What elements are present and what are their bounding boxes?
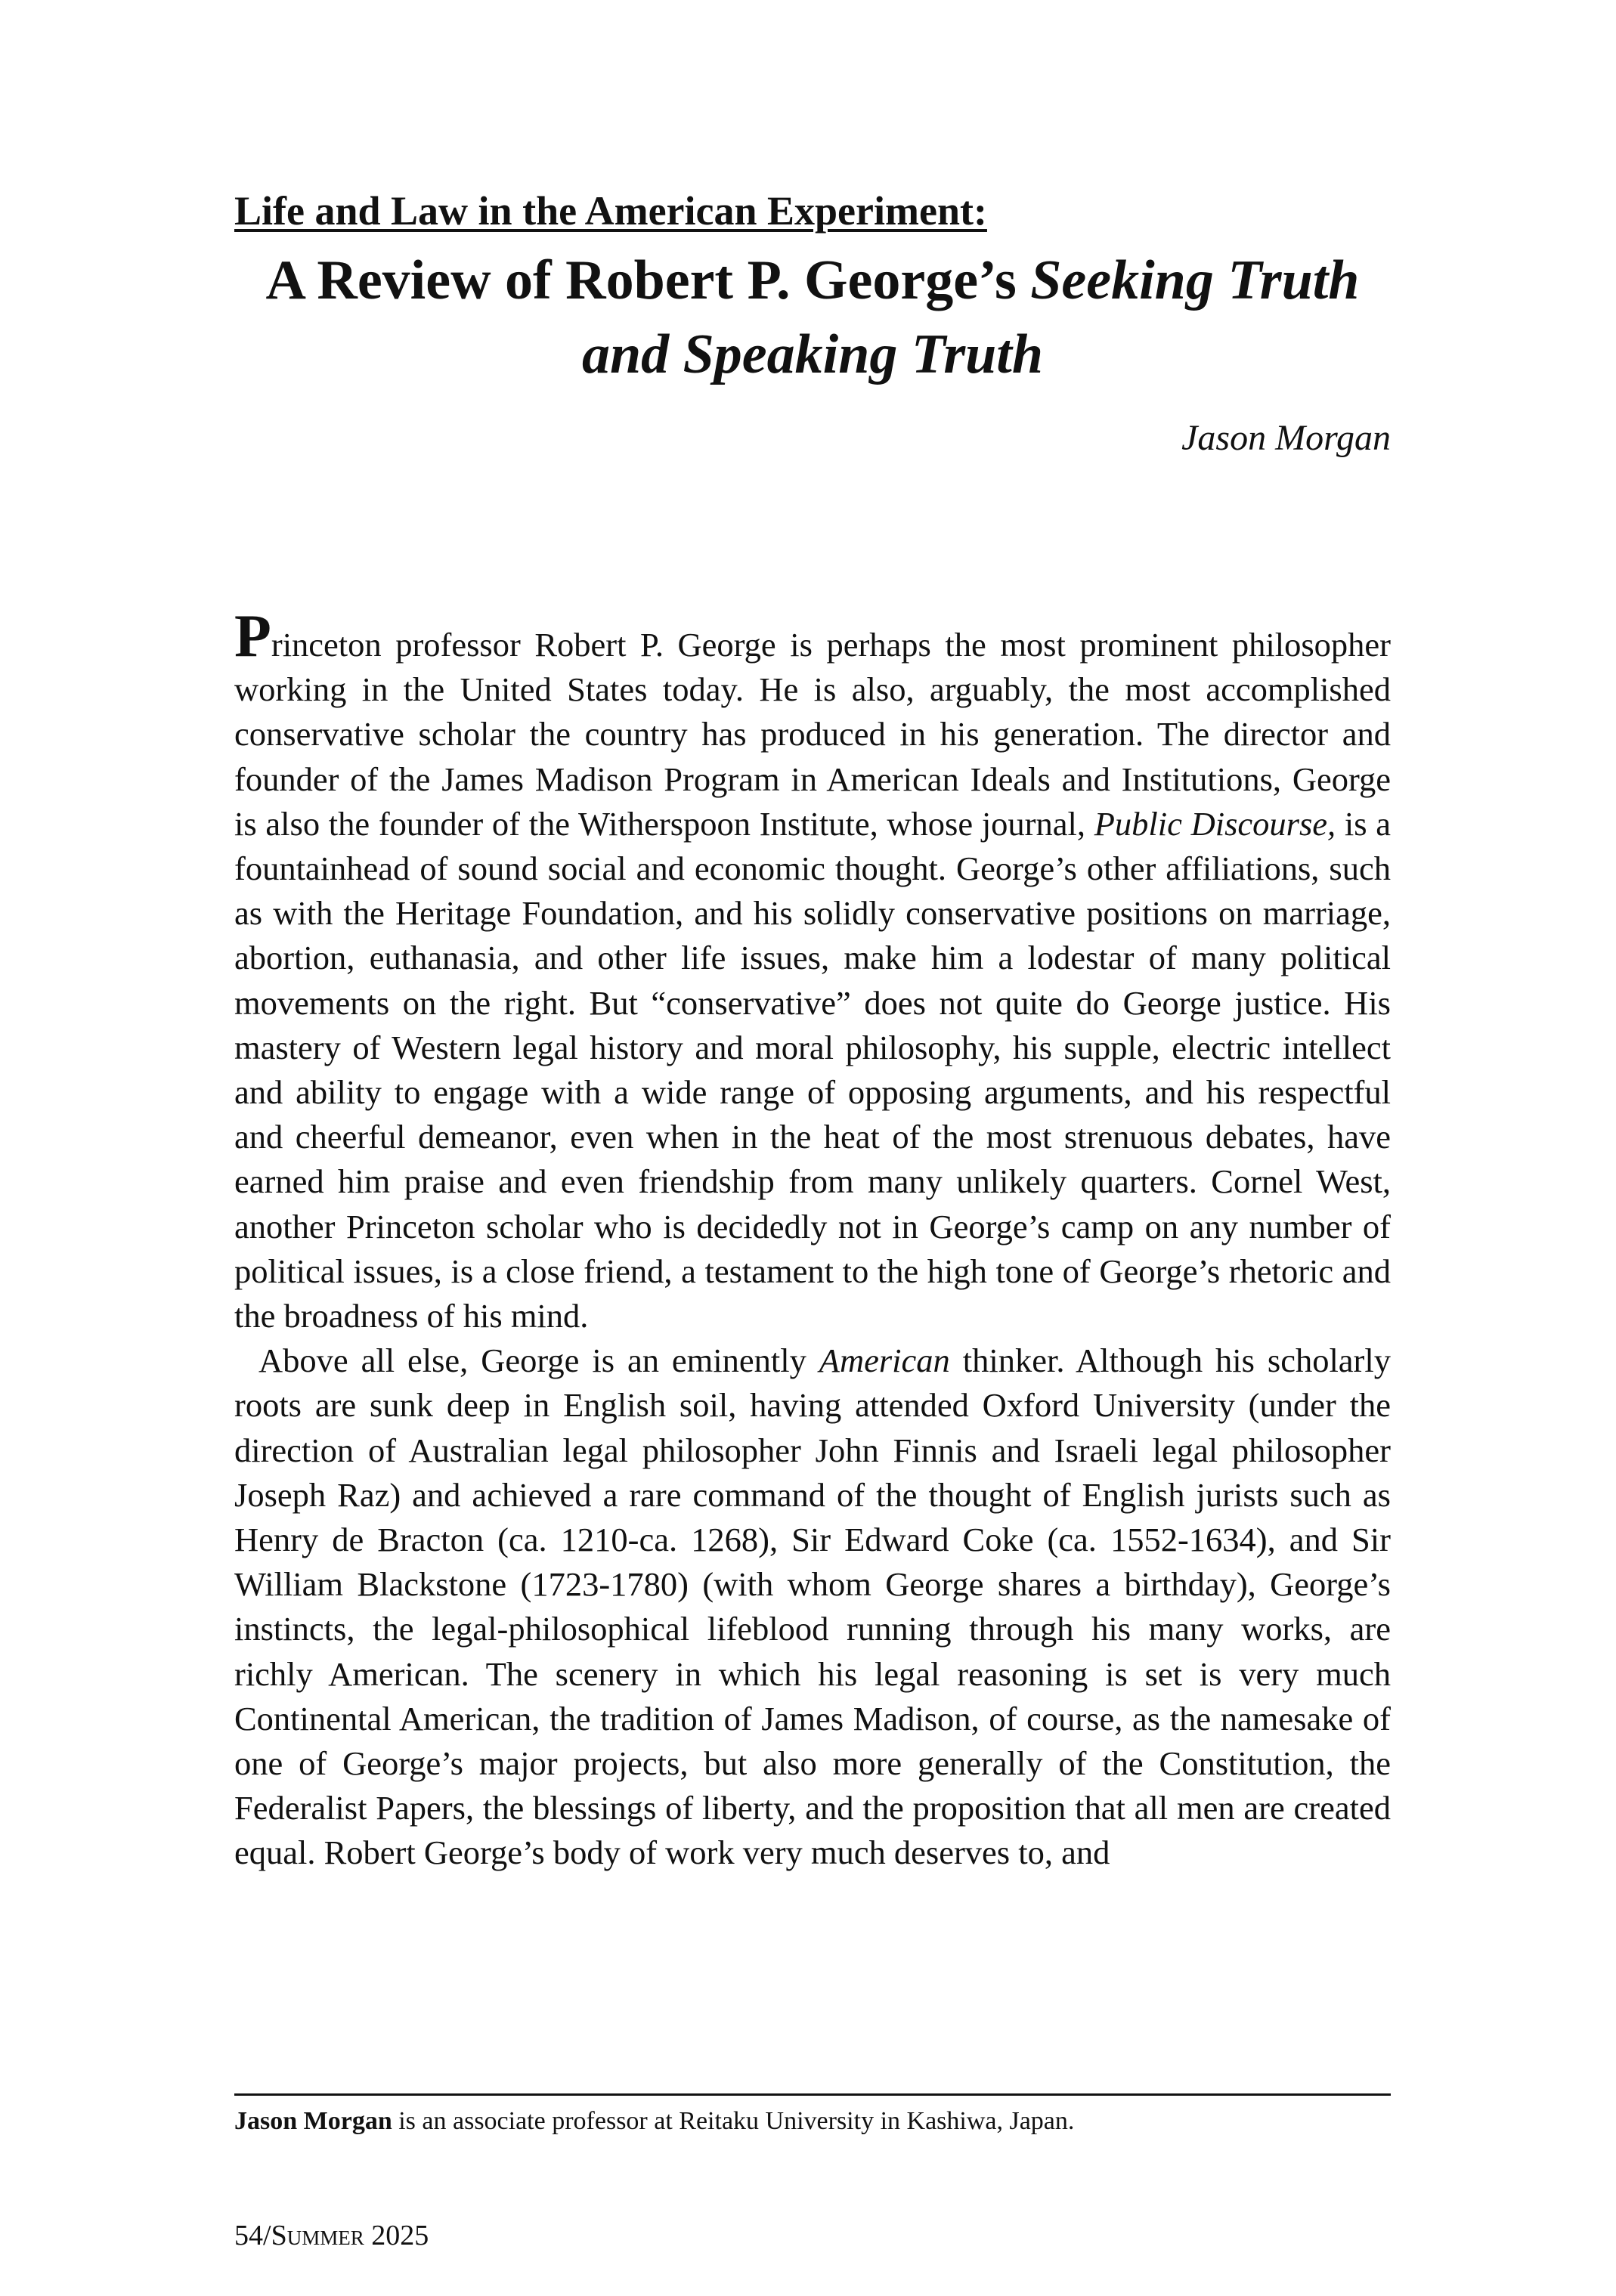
paragraph-1 — [234, 603, 1391, 1338]
article-title — [234, 243, 1391, 391]
footnote-author-name: Jason Morgan — [234, 2107, 392, 2135]
paragraph-1-text-a: rinceton professor Robert P. George is perhaps the most prominent philosopher working in the United States today. He is also, arguably, the most accomplished conservative scholar the country has produced in his generation. The director and founder of the James Madison Program in American Ideals and Institutions, George is also the founder of the Witherspoon Institute, whose journal, — [234, 626, 1391, 843]
paragraph-2-emphasis: American — [819, 1341, 950, 1380]
drop-cap: P — [234, 603, 271, 670]
book-title-part-2: and Speaking Truth — [582, 323, 1043, 385]
paragraph-2-text-b: thinker. Although his scholarly roots are sunk deep in English soil, having attended Oxford University (under the direction of Australian legal philosopher John Finnis and Israeli legal philosopher Joseph Raz) and achieved a rare command of the thought of English jurists such as Henry de Bracton (ca. 1210-ca. 1268), Sir Edward Coke (ca. 1552-1634), and Sir William Blackstone (1723-1780) (with whom George shares a birthday), George’s instincts, the legal-philosophical lifeblood running through his many works, are richly American. The scenery in which his legal reasoning is set is very much Continental American, the tradition of James Madison, of course, as the namesake of one of George’s major projects, but also more generally of the Constitution, the Federalist Papers, the blessings of liberty, and the proposition that all men are created equal. Robert George’s body of work very much deserves to, and — [234, 1341, 1391, 1872]
issue-season: Summer — [271, 2220, 364, 2251]
issue-year: 2025 — [364, 2220, 429, 2251]
paragraph-2-text-a: Above all else, George is an eminently — [258, 1341, 819, 1380]
footnote-text: is an associate professor at Reitaku University in Kashiwa, Japan. — [392, 2107, 1075, 2135]
paragraph-1-text-b: is a fountainhead of sound social and economic thought. George’s other affiliations, such as with the Heritage Foundation, and his solidly conservative positions on marriage, abortion, euthanasia, and other life issues, make him a lodestar of many political movements on the right. But “conservative” does not quite do George justice. His mastery of Western legal history and moral philosophy, his supple, electric intellect and ability to engage with a wide range of opposing arguments, and his respectful and cheerful demeanor, even when in the heat of the most strenuous debates, have earned him praise and even friendship from many unlikely quarters. Cornel West, another Princeton scholar who is decidedly not in George’s camp on any number of political issues, is a close friend, a testament to the high tone of George’s rhetoric and the broadness of his mind. — [234, 804, 1391, 1335]
article-body — [234, 603, 1391, 1876]
page-folio — [234, 2219, 429, 2252]
book-title-part-1: Seeking Truth — [1030, 249, 1360, 311]
author-byline: Jason Morgan — [1181, 418, 1391, 458]
paragraph-2 — [234, 1338, 1391, 1875]
page-number: 54/ — [234, 2220, 271, 2251]
footnote-divider — [234, 2093, 1391, 2096]
paragraph-1-journal-name: Public Discourse, — [1094, 804, 1336, 843]
author-footnote — [234, 2107, 1074, 2136]
title-prefix: A Review of Robert P. George’s — [265, 249, 1031, 311]
article-kicker: Life and Law in the American Experiment: — [234, 188, 987, 234]
